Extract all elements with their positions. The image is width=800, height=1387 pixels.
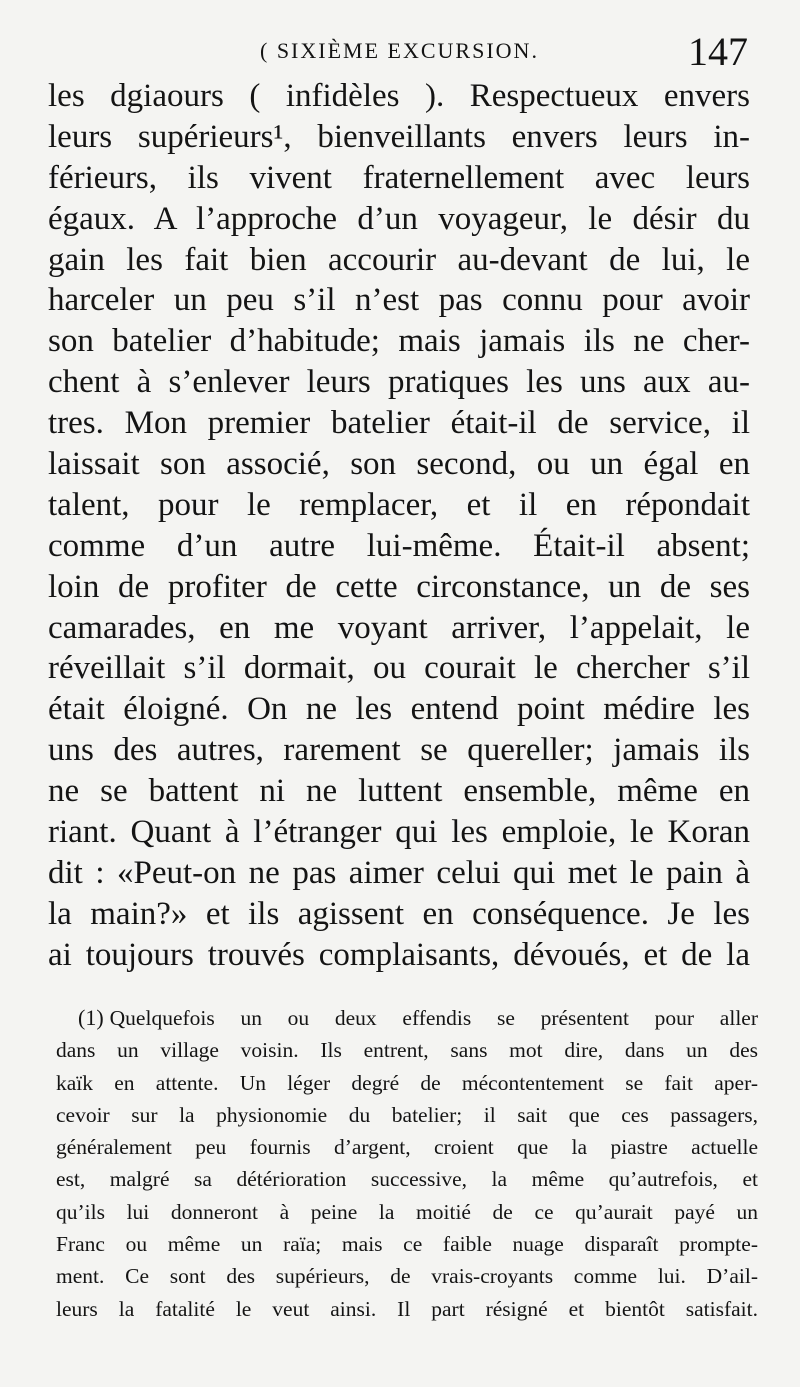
- body-text: [48, 76, 750, 976]
- footnote-line: kaïk en attente. Un léger degré de mécontentement se fait aper-: [56, 1070, 758, 1095]
- body-line: son batelier d’habitude; mais jamais ils ne cher-: [48, 323, 750, 360]
- footnote-line: ment. Ce sont des supérieurs, de vrais-croyants comme lui. D’ail-: [56, 1264, 758, 1289]
- footnote: [56, 1002, 758, 1325]
- body-line: tres. Mon premier batelier était-il de service, il: [48, 405, 750, 442]
- body-line: uns des autres, rarement se quereller; jamais ils: [48, 732, 750, 769]
- footnote-line: leurs la fatalité le veut ainsi. Il part résigné et bientôt satisfait.: [56, 1296, 758, 1321]
- body-line: égaux. A l’approche d’un voyageur, le désir du: [48, 200, 750, 237]
- body-line: ne se battent ni ne luttent ensemble, même en: [48, 773, 750, 810]
- body-line: gain les fait bien accourir au-devant de lui, le: [48, 241, 750, 278]
- body-line: leurs supérieurs¹, bienveillants envers leurs in-: [48, 118, 750, 155]
- footnote-line-text: Quelquefois un ou deux effendis se présentent pour aller: [109, 1006, 758, 1030]
- body-line: harceler un peu s’il n’est pas connu pour avoir: [48, 282, 750, 319]
- body-line: les dgiaours ( infidèles ). Respectueux envers: [48, 78, 750, 114]
- footnote-line: généralement peu fournis d’argent, croient que la piastre actuelle: [56, 1135, 758, 1160]
- body-line: riant. Quant à l’étranger qui les emploie, le Koran: [48, 814, 750, 851]
- body-line: laissait son associé, son second, ou un égal en: [48, 446, 750, 483]
- body-line: réveillait s’il dormait, ou courait le chercher s’il: [48, 650, 750, 687]
- footnote-line: Franc ou même un raïa; mais ce faible nuage disparaît prompte-: [56, 1232, 758, 1257]
- body-line: comme d’un autre lui-même. Était-il absent;: [48, 527, 750, 564]
- body-line: férieurs, ils vivent fraternellement avec leurs: [48, 159, 750, 196]
- body-line: chent à s’enlever leurs pratiques les uns aux au-: [48, 364, 750, 401]
- footnote-line: est, malgré sa détérioration successive, la même qu’autrefois, et: [56, 1167, 758, 1192]
- page-number: 147: [688, 29, 748, 74]
- body-line: loin de profiter de cette circonstance, un de ses: [48, 568, 750, 605]
- footnote-line: cevoir sur la physionomie du batelier; il sait que ces passagers,: [56, 1102, 758, 1127]
- body-line: était éloigné. On ne les entend point médire les: [48, 691, 750, 728]
- body-line: la main?» et ils agissent en conséquence. Je les: [48, 895, 750, 932]
- body-line: talent, pour le remplacer, et il en répondait: [48, 486, 750, 523]
- body-line: ai toujours trouvés complaisants, dévoués, et de la: [48, 936, 750, 973]
- body-line: dit : «Peut-on ne pas aimer celui qui met le pain à: [48, 854, 750, 891]
- running-title: ( SIXIÈME EXCURSION.: [260, 38, 539, 63]
- footnote-marker: (1): [78, 1005, 104, 1030]
- page-header: [0, 28, 800, 78]
- footnote-line: [56, 1002, 758, 1034]
- body-line: camarades, en me voyant arriver, l’appelait, le: [48, 609, 750, 646]
- footnote-line: dans un village voisin. Ils entrent, sans mot dire, dans un des: [56, 1038, 758, 1063]
- footnote-line: qu’ils lui donneront à peine la moitié de ce qu’aurait payé un: [56, 1199, 758, 1224]
